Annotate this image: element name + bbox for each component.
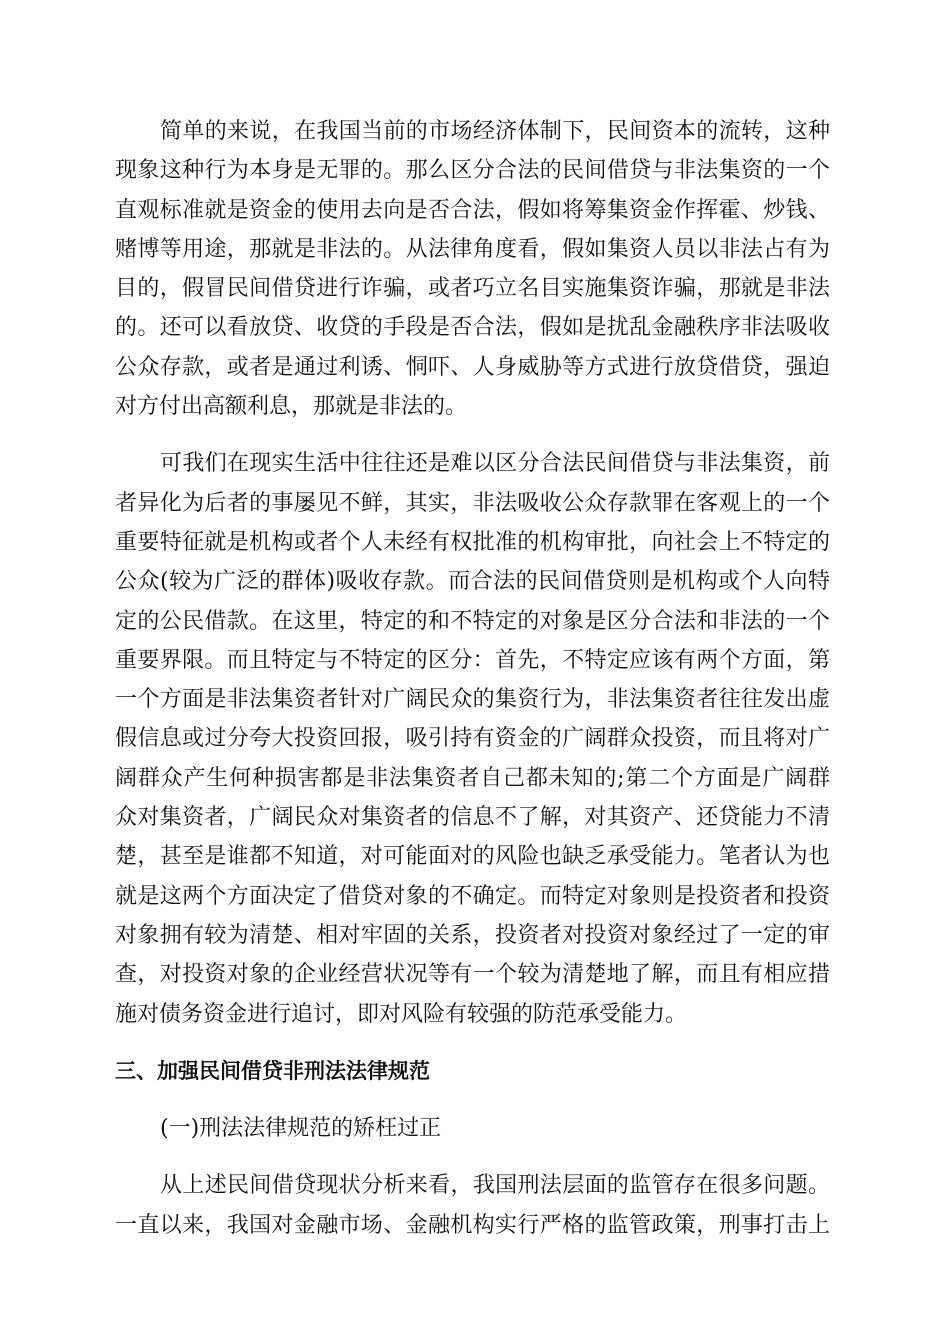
text-line: 赌博等用途，那就是非法的。从法律角度看，假如集资人员以非法占有为 xyxy=(115,236,830,262)
text-line: 阔群众产生何种损害都是非法集资者自己都未知的;第二个方面是广阔群 xyxy=(115,765,830,791)
text-line: 对象拥有较为清楚、相对牢固的关系，投资者对投资对象经过了一定的审 xyxy=(115,922,830,948)
paragraph-1 xyxy=(115,112,830,426)
text-line: 的。还可以看放贷、收贷的手段是否合法，假如是扰乱金融秩序非法吸收 xyxy=(115,315,830,341)
text-line: 施对债务资金进行追讨，即对风险有较强的防范承受能力。 xyxy=(115,1001,688,1027)
text-line: 假信息或过分夸大投资回报，吸引持有资金的广阔群众投资，而且将对广 xyxy=(115,726,830,752)
text-line: 简单的来说，在我国当前的市场经济体制下，民间资本的流转，这种 xyxy=(160,119,830,144)
text-line: 可我们在现实生活中往往还是难以区分合法民间借贷与非法集资，前 xyxy=(160,451,830,477)
text-line: 就是这两个方面决定了借贷对象的不确定。而特定对象则是投资者和投资 xyxy=(115,883,830,909)
text-line: 目的，假冒民间借贷进行诈骗，或者巧立名目实施集资诈骗，那就是非法 xyxy=(115,276,830,302)
text-line: 直观标准就是资金的使用去向是否合法，假如将筹集资金作挥霍、炒钱、 xyxy=(115,197,830,223)
text-line: 一个方面是非法集资者针对广阔民众的集资行为，非法集资者往往发出虚 xyxy=(115,687,830,713)
text-line: 一直以来，我国对金融市场、金融机构实行严格的监管政策，刑事打击上 xyxy=(115,1212,830,1238)
text-line: 现象这种行为本身是无罪的。那么区分合法的民间借贷与非法集资的一个 xyxy=(115,158,830,184)
text-line: 重要界限。而且特定与不特定的区分：首先，不特定应该有两个方面，第 xyxy=(115,647,830,673)
text-line: 对方付出高额利息，那就是非法的。 xyxy=(115,394,468,420)
paragraph-3 xyxy=(115,1166,830,1245)
text-line: 公众(较为广泛的群体)吸收存款。而合法的民间借贷则是机构或个人向特 xyxy=(115,569,830,595)
paragraph-2 xyxy=(115,444,830,1033)
text-line: 楚，甚至是谁都不知道，对可能面对的风险也缺乏承受能力。笔者认为也 xyxy=(115,844,830,870)
paragraph-spacer xyxy=(115,426,830,444)
text-line: 重要特征就是机构或者个人未经有权批准的机构审批，向社会上不特定的 xyxy=(115,529,830,555)
text-line: 定的公民借款。在这里，特定的和不特定的对象是区分合法和非法的一个 xyxy=(115,608,830,634)
text-line: 从上述民间借贷现状分析来看，我国刑法层面的监管存在很多问题。 xyxy=(160,1173,830,1199)
document-body xyxy=(115,112,830,1245)
text-line: 公众存款，或者是通过利诱、恫吓、人身威胁等方式进行放贷借贷，强迫 xyxy=(115,354,830,380)
text-line: 者异化为后者的事屡见不鲜，其实，非法吸收公众存款罪在客观上的一个 xyxy=(115,490,830,516)
paragraph-spacer xyxy=(115,1091,830,1109)
text-line: 查，对投资对象的企业经营状况等有一个较为清楚地了解，而且有相应措 xyxy=(115,962,830,988)
paragraph-spacer xyxy=(115,1148,830,1166)
subsection-heading: (一)刑法法律规范的矫枉过正 xyxy=(160,1116,442,1142)
paragraph-spacer xyxy=(115,1034,830,1052)
section-heading: 三、加强民间借贷非刑法法律规范 xyxy=(115,1058,430,1083)
text-line: 众对集资者，广阔民众对集资者的信息不了解，对其资产、还贷能力不清 xyxy=(115,805,830,831)
